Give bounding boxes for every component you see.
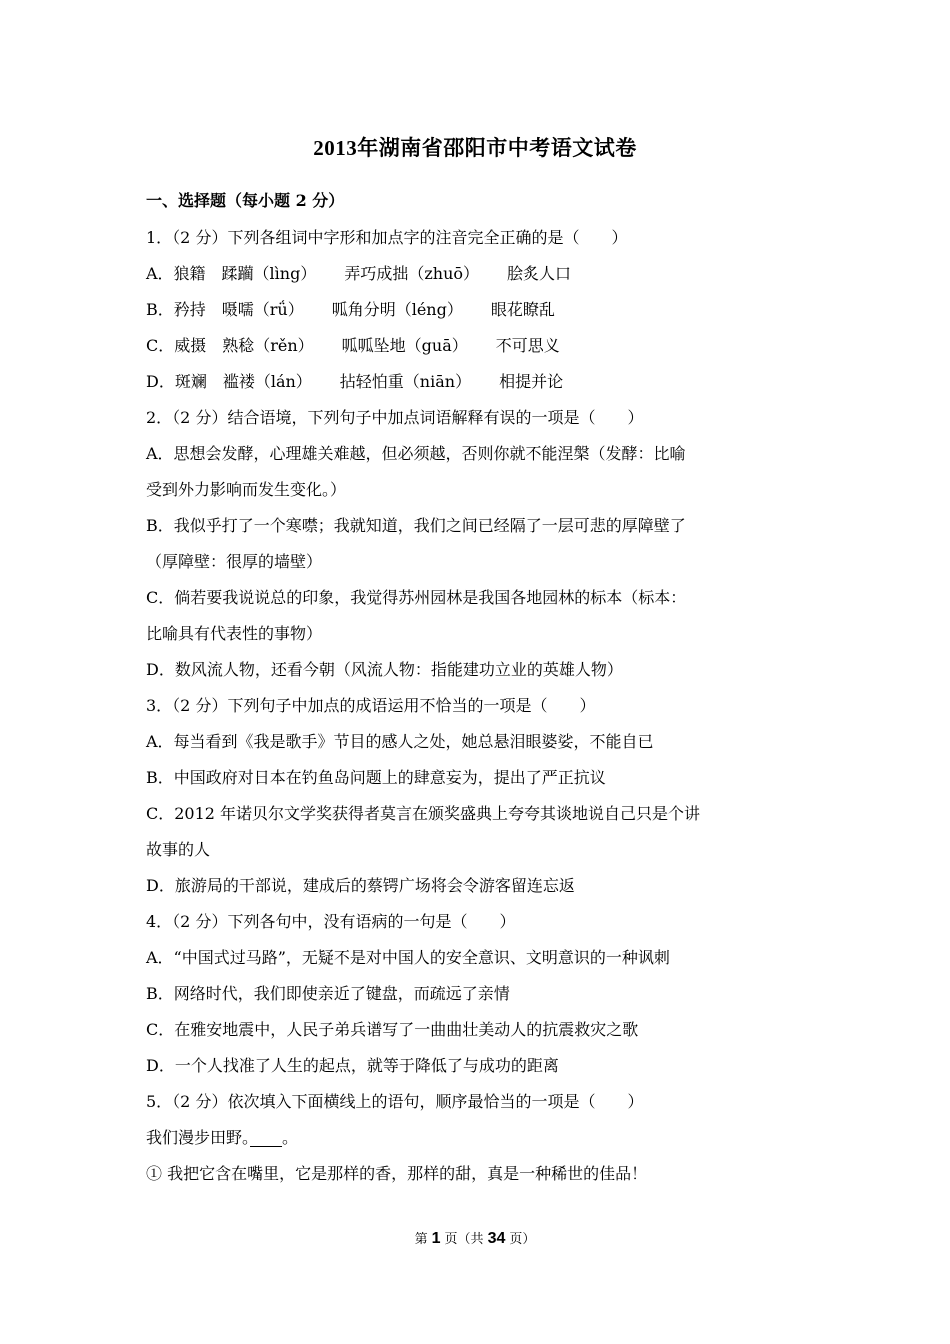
q2-option-b-cont: （厚障壁：很厚的墙壁） — [146, 552, 323, 571]
q2-option-c-cont: 比喻具有代表性的事物） — [146, 624, 323, 643]
q3-option-c: C．2012 年诺贝尔文学奖获得者莫言在颁奖盛典上夸夸其谈地说自己只是个讲 — [146, 804, 701, 823]
q3-stem: 3．（2 分）下列句子中加点的成语运用不恰当的一项是（ ） — [146, 696, 596, 715]
page-footer: 第 1 页（共 34 页） — [414, 1230, 536, 1247]
questions — [146, 220, 796, 1192]
q3-option-d: D．旅游局的干部说，建成后的蔡锷广场将会令游客留连忘返 — [146, 876, 575, 895]
q2-option-a-cont: 受到外力影响而发生变化。） — [146, 480, 347, 499]
q2-option-d: D．数风流人物，还看今朝（风流人物：指能建功立业的英雄人物） — [146, 660, 623, 679]
q4-option-d: D．一个人找准了人生的起点，就等于降低了与成功的距离 — [146, 1056, 559, 1075]
q1-stem: 1．（2 分）下列各组词中字形和加点字的注音完全正确的是（ ） — [146, 228, 628, 247]
q1-option-b: B．矜持 嗫嚅（rǘ） 呱角分明（léng） 眼花瞭乱 — [146, 300, 555, 319]
q5-item-1: ① 我把它含在嘴里，它是那样的香，那样的甜，真是一种稀世的佳品！ — [146, 1164, 648, 1183]
q4-option-b: B．网络时代，我们即使亲近了键盘，而疏远了亲情 — [146, 984, 510, 1003]
q5-stem: 5．（2 分）依次填入下面横线上的语句，顺序最恰当的一项是（ ） — [146, 1092, 644, 1111]
q2-stem: 2．（2 分）结合语境，下列句子中加点词语解释有误的一项是（ ） — [146, 408, 644, 427]
q2-option-a: A．思想会发酵，心理雄关难越，但必须越，否则你就不能涅槃（发酵：比喻 — [146, 444, 686, 463]
q5-lead: 我们漫步田野。 。 — [146, 1128, 299, 1147]
page-title: 2013年湖南省邵阳市中考语文试卷 — [313, 136, 637, 160]
q5-blank — [250, 1128, 282, 1147]
q4-stem: 4．（2 分）下列各句中，没有语病的一句是（ ） — [146, 912, 516, 931]
page-number: 1 — [431, 1230, 441, 1247]
q1-option-c: C．威摄 熟稔（rěn） 呱呱坠地（guā） 不可思义 — [146, 336, 560, 355]
q4-option-a: A．“中国式过马路”，无疑不是对中国人的安全意识、文明意识的一种讽刺 — [146, 948, 670, 967]
q2-option-b: B．我似乎打了一个寒噤；我就知道，我们之间已经隔了一层可悲的厚障壁了 — [146, 516, 686, 535]
section-heading: 一、选择题（每小题 2 分） — [146, 191, 345, 210]
q3-option-c-cont: 故事的人 — [146, 840, 211, 859]
q1-option-a: A．狼籍 蹂躏（lìng） 弄巧成拙（zhuō） 脍炙人口 — [146, 264, 572, 283]
page-total: 34 — [487, 1230, 506, 1247]
q2-option-c: C．倘若要我说说总的印象，我觉得苏州园林是我国各地园林的标本（标本： — [146, 588, 687, 607]
q4-option-c: C．在雅安地震中，人民子弟兵谱写了一曲曲壮美动人的抗震救灾之歌 — [146, 1020, 639, 1039]
q3-option-b: B．中国政府对日本在钓鱼岛问题上的肆意妄为，提出了严正抗议 — [146, 768, 606, 787]
q1-option-d: D．斑斓 褴褛（lán） 拈轻怕重（niān） 相提并论 — [146, 372, 564, 391]
q3-option-a: A．每当看到《我是歌手》节目的感人之处，她总悬泪眼婆娑，不能自已 — [146, 732, 654, 751]
